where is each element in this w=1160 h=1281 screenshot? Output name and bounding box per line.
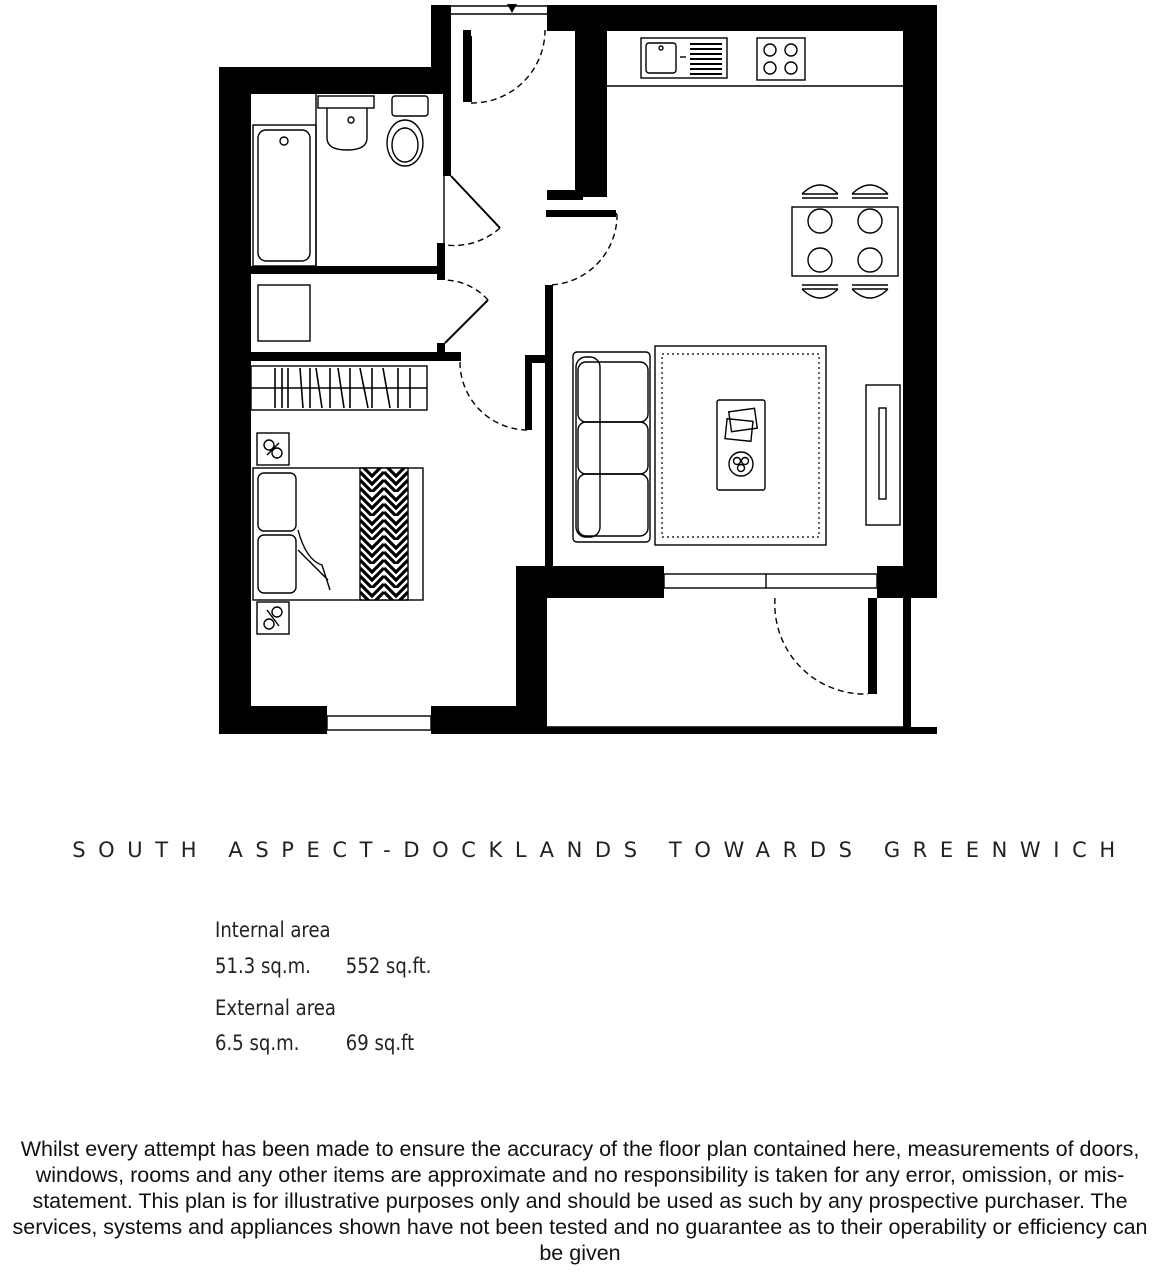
aspect-caption: SOUTH ASPECT-DOCKLANDS TOWARDS GREENWICH <box>72 838 1128 862</box>
balcony-door-frame <box>664 574 877 588</box>
internal-area-label: Internal area <box>215 918 331 942</box>
external-area-values <box>215 1031 414 1055</box>
bedroom-window <box>327 716 431 730</box>
wardrobe <box>251 366 427 410</box>
internal-area-sqft: 552 sq.ft. <box>345 954 432 978</box>
utility-cupboard <box>258 285 310 341</box>
bedside-lamp-icon <box>257 602 289 634</box>
coffee-table-icon <box>717 400 765 490</box>
disclaimer-text: Whilst every attempt has been made to ensure the accuracy of the floor plan contained here, measurements of doors, windows, rooms and any other items are approximate and no responsibility is taken for any error, omission, or mis-statement. This plan is for illustrative purposes only and should be used as such by any prospective purchaser. The services, systems and appliances shown have not been tested and no guarantee as to their operability or efficiency can be given <box>12 1137 1148 1265</box>
toilet-icon <box>387 96 428 166</box>
dining-table-icon <box>792 185 898 298</box>
rug-icon <box>655 346 826 545</box>
external-area-sqft: 69 sq.ft <box>345 1031 415 1055</box>
external-area-sqm: 6.5 sq.m. <box>215 1031 300 1055</box>
double-bed-icon <box>253 468 423 600</box>
basin-icon <box>318 96 374 150</box>
external-area-label: External area <box>215 996 336 1020</box>
tv-unit-icon <box>866 385 900 525</box>
sofa-icon <box>573 352 650 542</box>
sink-icon <box>641 38 727 78</box>
internal-area-values <box>215 954 431 978</box>
entrance-arrow-icon <box>507 4 517 13</box>
hob-icon <box>757 38 805 80</box>
inner-walls <box>251 30 616 567</box>
kitchen-counter <box>607 38 903 86</box>
bedside-lamp-icon <box>257 433 289 465</box>
entrance-threshold <box>451 4 547 14</box>
bath-icon <box>253 125 316 266</box>
internal-area-sqm: 51.3 sq.m. <box>215 954 311 978</box>
